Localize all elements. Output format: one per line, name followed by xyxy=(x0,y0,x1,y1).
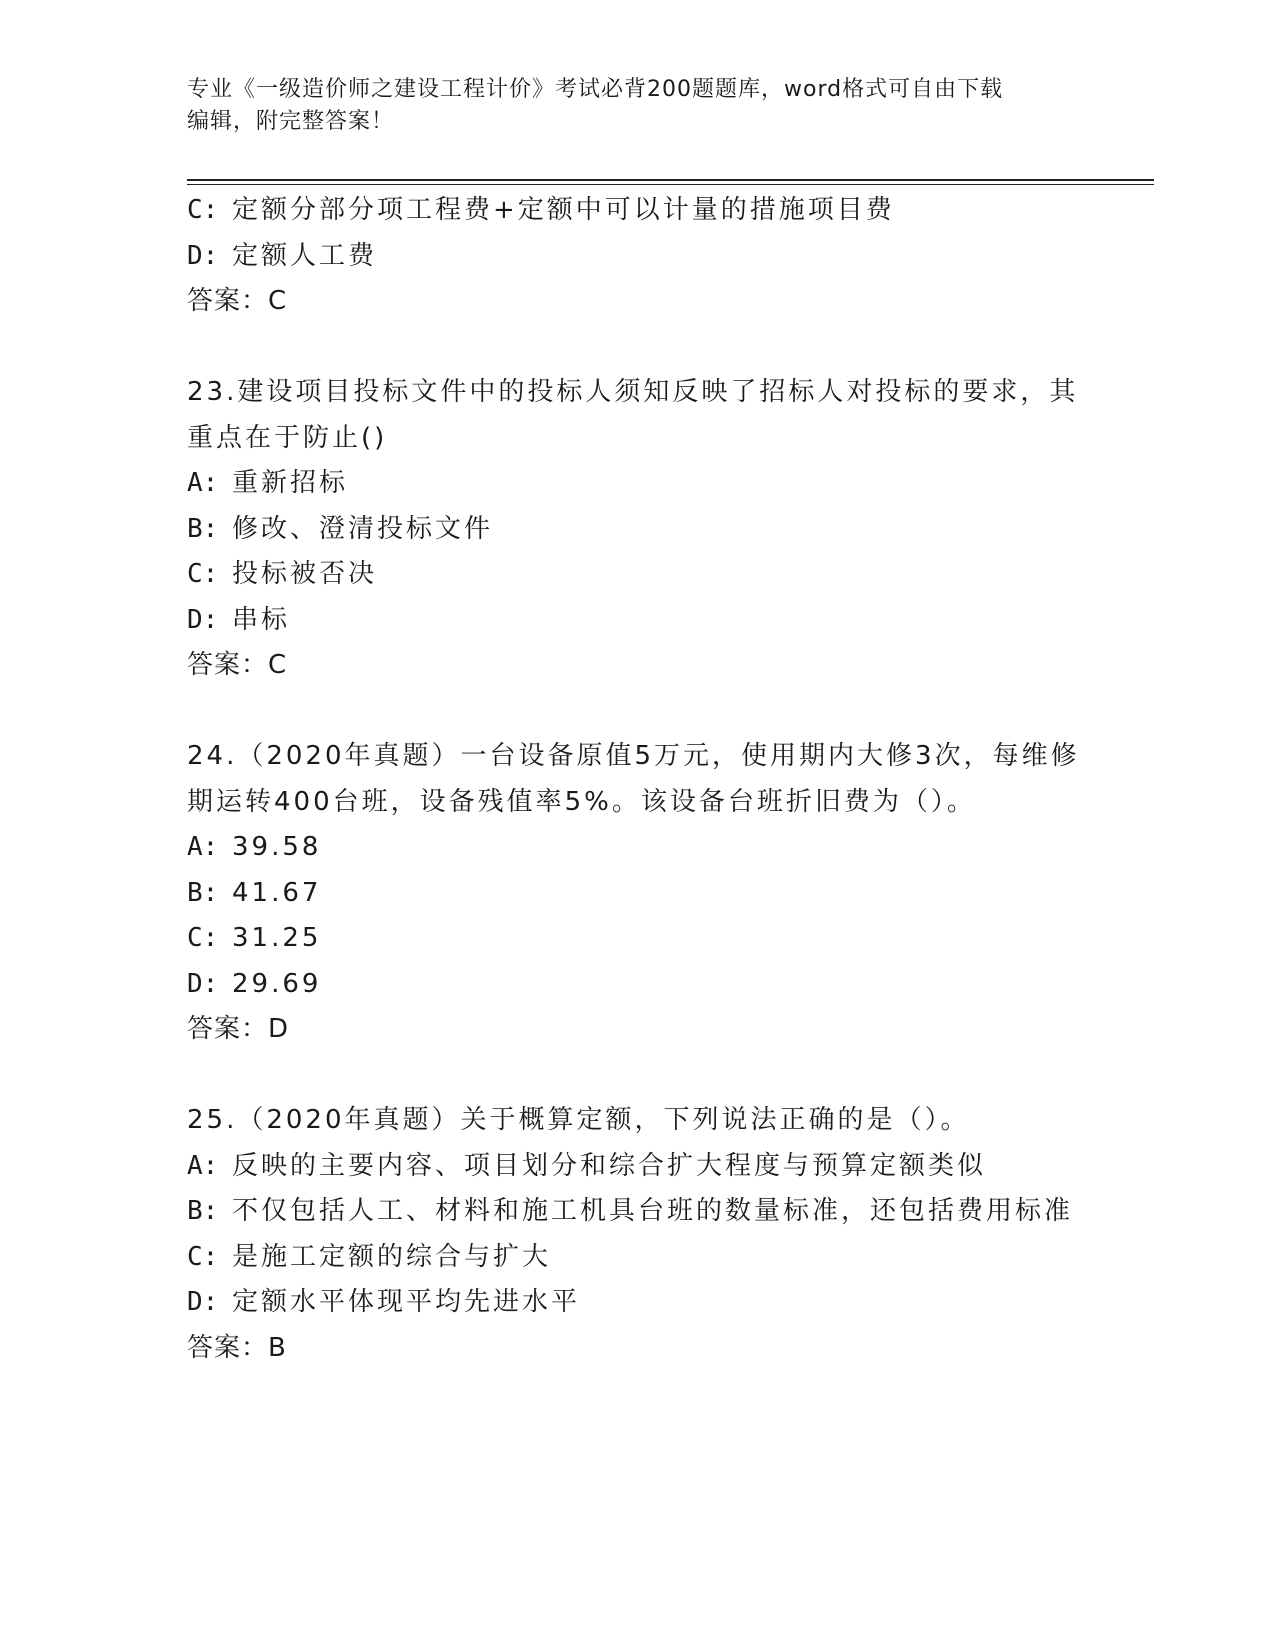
q25-option-b xyxy=(187,1189,1127,1235)
q24-option-c xyxy=(187,916,1127,962)
option-text: 定额分部分项工程费+定额中可以计量的措施项目费 xyxy=(232,195,895,225)
option-label: A: xyxy=(187,832,219,862)
q23-option-c xyxy=(187,552,1127,598)
q25-option-a xyxy=(187,1144,1127,1190)
q24-option-d xyxy=(187,962,1127,1008)
header-divider-thick xyxy=(187,179,1154,181)
header-line-1: 专业《一级造价师之建设工程计价》考试必背200题题库，word格式可自由下载 xyxy=(187,77,1004,102)
header-line-2: 编辑，附完整答案！ xyxy=(187,109,395,134)
option-text: 反映的主要内容、项目划分和综合扩大程度与预算定额类似 xyxy=(232,1150,987,1181)
q22-option-d xyxy=(187,234,1127,280)
q24-stem-line-1: 24.（2020年真题）一台设备原值5万元，使用期内大修3次，每维修 xyxy=(187,741,1080,771)
q25-option-d xyxy=(187,1280,1127,1326)
option-text: 投标被否决 xyxy=(232,559,378,589)
option-label: B: xyxy=(187,1196,219,1226)
option-label: D: xyxy=(187,1287,219,1317)
q22-option-c xyxy=(187,188,1127,234)
option-label: C: xyxy=(187,923,219,953)
q23-option-b xyxy=(187,507,1127,553)
option-text: 39.58 xyxy=(232,832,322,862)
option-label: B: xyxy=(187,513,219,544)
option-text: 定额人工费 xyxy=(232,240,378,271)
option-text: 41.67 xyxy=(232,877,322,908)
q23-answer: 答案：C xyxy=(187,650,288,680)
option-label: A: xyxy=(187,1150,219,1181)
q22-answer: 答案：C xyxy=(187,286,288,316)
option-text: 是施工定额的综合与扩大 xyxy=(232,1241,552,1272)
option-label: D: xyxy=(187,604,219,635)
option-text: 重新招标 xyxy=(232,468,349,498)
option-label: D: xyxy=(187,968,219,999)
q25-stem-line-1: 25.（2020年真题）关于概算定额，下列说法正确的是（）。 xyxy=(187,1105,970,1135)
header-divider-thin xyxy=(187,184,1154,185)
question-gap xyxy=(187,689,1127,735)
q23-option-a xyxy=(187,461,1127,507)
option-label: A: xyxy=(187,468,219,498)
question-list xyxy=(187,188,1127,1371)
question-gap xyxy=(187,325,1127,371)
option-label: C: xyxy=(187,1241,219,1272)
q24-option-b xyxy=(187,871,1127,917)
question-gap xyxy=(187,1053,1127,1099)
option-text: 修改、澄清投标文件 xyxy=(232,513,494,544)
option-text: 31.25 xyxy=(232,923,322,953)
q24-stem-line-2: 期运转400台班，设备残值率5%。该设备台班折旧费为（）。 xyxy=(187,786,976,817)
option-text: 串标 xyxy=(232,604,291,635)
q24-option-a xyxy=(187,825,1127,871)
option-label: C: xyxy=(187,195,219,225)
q24-answer: 答案：D xyxy=(187,1014,290,1044)
q23-option-d xyxy=(187,598,1127,644)
option-label: D: xyxy=(187,240,219,271)
q25-answer: 答案：B xyxy=(187,1332,287,1363)
q23-stem-line-2: 重点在于防止() xyxy=(187,422,388,453)
q23-stem-line-1: 23.建设项目投标文件中的投标人须知反映了招标人对投标的要求，其 xyxy=(187,377,1079,407)
document-header xyxy=(187,74,1087,138)
option-text: 29.69 xyxy=(232,968,322,999)
option-text: 定额水平体现平均先进水平 xyxy=(232,1287,581,1317)
q25-option-c xyxy=(187,1235,1127,1281)
option-text: 不仅包括人工、材料和施工机具台班的数量标准，还包括费用标准 xyxy=(232,1196,1074,1226)
option-label: B: xyxy=(187,877,219,908)
option-label: C: xyxy=(187,559,219,589)
